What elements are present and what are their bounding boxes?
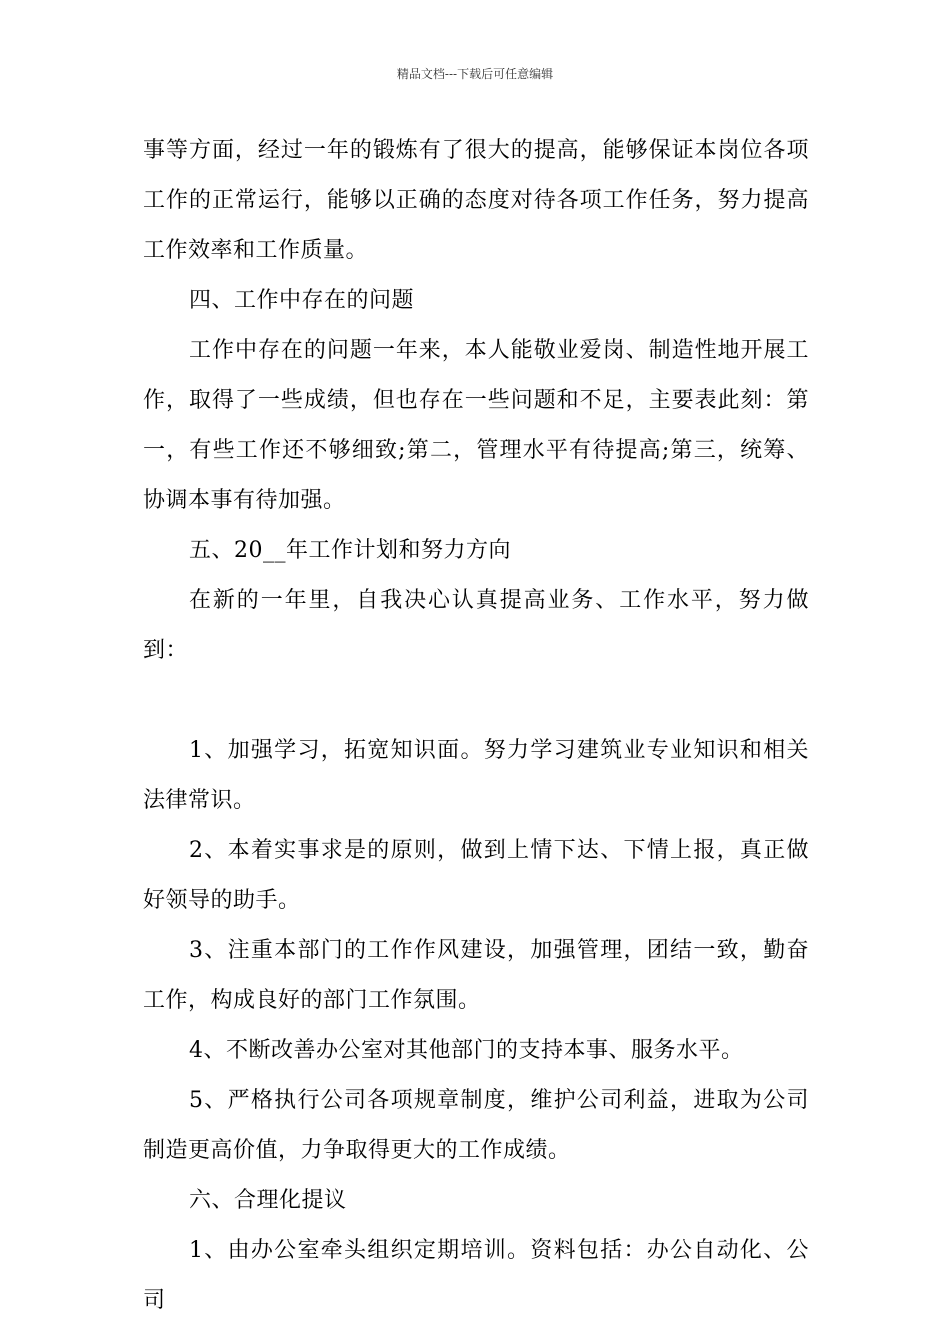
list-item-1: 1、加强学习，拓宽知识面。努力学习建筑业专业知识和相关法律常识。 [143,738,809,813]
list-item-5: 5、严格执行公司各项规章制度，维护公司利益，进取为公司制造更高价值，力争取得更大的工作成绩。 [143,1088,809,1163]
suggestion-item-1: 1、由办公室牵头组织定期培训。资料包括：办公自动化、公司 [143,1238,809,1313]
list-item-2: 2、本着实事求是的原则，做到上情下达、下情上报，真正做好领导的助手。 [143,838,809,913]
page-header: 精品文档---下载后可任意编辑 [396,67,554,81]
paragraph-continuation: 事等方面，经过一年的锻炼有了很大的提高，能够保证本岗位各项工作的正常运行，能够以正确的态度对待各项工作任务，努力提高工作效率和工作质量。 [143,138,809,263]
section-heading-suggestions: 六、合理化提议 [189,1188,347,1213]
paragraph-plan-intro: 在新的一年里，自我决心认真提高业务、工作水平，努力做到： [143,588,809,663]
section-heading-problems: 四、工作中存在的问题 [189,288,415,313]
document-body [143,126,809,1326]
list-item-4: 4、不断改善办公室对其他部门的支持本事、服务水平。 [189,1038,744,1063]
section-heading-plan: 五、20__年工作计划和努力方向 [189,538,511,563]
paragraph-problems: 工作中存在的问题一年来，本人能敬业爱岗、制造性地开展工作，取得了一些成绩，但也存在一些问题和不足，主要表此刻：第一，有些工作还不够细致;第二，管理水平有待提高;第三，统筹、协调本事有待加强。 [143,338,809,513]
list-item-3: 3、注重本部门的工作作风建设，加强管理，团结一致，勤奋工作，构成良好的部门工作氛围。 [143,938,809,1013]
